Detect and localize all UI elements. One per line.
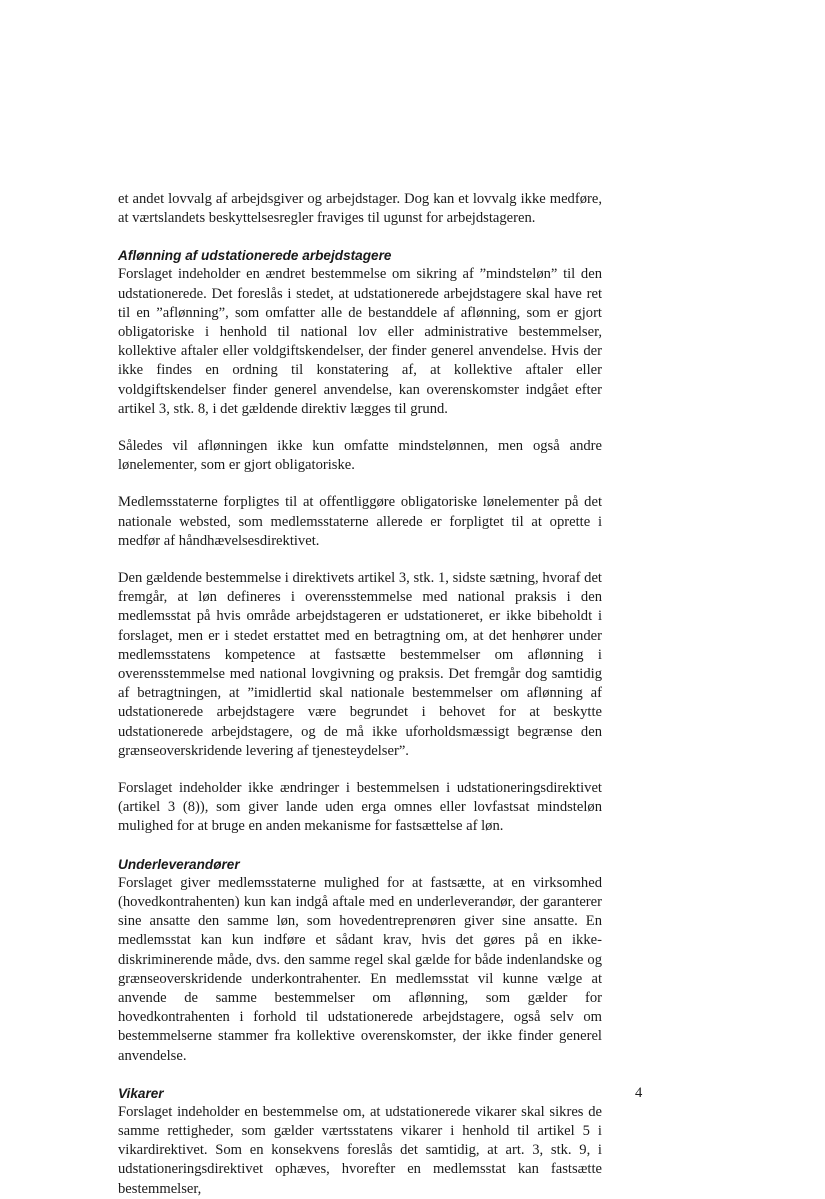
section-heading-aflonning: Aflønning af udstationerede arbejdstagere (118, 248, 392, 264)
page-number: 4 (635, 1085, 643, 1101)
paragraph-mindstelon: Således vil aflønningen ikke kun omfatte mindstelønnen, men også andre lønelementer, som er gjort obligatoriske. (118, 438, 602, 474)
paragraph-vikarer: Forslaget indeholder en bestemmelse om, at udstationerede vikarer skal sikres de samme rettigheder, som gælder værtsstatens vikarer i henhold til artikel 5 i vikardirektivet. Som en konsekvens foreslås det samtidig, at art. 3, stk. 9, i udstationeringsdirektivet ophæves, hvorefter en medlemsstat kan fastsætte bestemmelser, (118, 1103, 602, 1197)
paragraph-erga-omnes: Forslaget indeholder ikke ændringer i bestemmelsen i udstationeringsdirektivet (artikel 3 (8)), som giver lande uden erga omnes eller lovfastsat mindsteløn mulighed for at bruge en anden mekanisme for fastsættelse af løn. (118, 780, 602, 835)
section-heading-underleverandorer: Underleverandører (118, 856, 240, 872)
paragraph-underleverandorer: Forslaget giver medlemsstaterne mulighed for at fastsætte, at en virksomhed (hovedkontrahenten) kun kan indgå aftale med en underleverandør, der garanterer sine ansatte den samme løn, som hovedentreprenøren giver sine ansatte. En medlemsstat kan kun indføre et sådant krav, hvis det gøres på en ikke-diskriminerende måde, dvs. den samme regel skal gælde for både indenlandske og grænseoverskridende underkontrahenter. En medlemsstat vil kunne vælge at anvende de samme bestemmelser om aflønning, som gælder for hovedkontrahenten i forhold til udstationerede arbejdstagere, også selv om bestemmelserne stammer fra kollektive overenskomster, der ikke finder generel anvendelse. (118, 874, 602, 1064)
page-body (118, 190, 602, 1199)
paragraph-artikel-3: Den gældende bestemmelse i direktivets artikel 3, stk. 1, sidste sætning, hvoraf det fremgår, at løn defineres i overensstemmelse med national praksis i den medlemsstat på hvis område arbejdstageren er udstationeret, er ikke bibeholdt i forslaget, men er i stedet erstattet med en betragtning om, at det henhører under medlemsstatens kompetence at fastsætte bestemmelser om aflønning i overensstemmelse med national lovgivning og praksis. Det fremgår dog samtidig af betragtningen, at ”imidlertid skal nationale bestemmelser om aflønning af udstationerede arbejdstagere være begrundet i behovet for at beskytte udstationerede arbejdstagere, og de må ikke uforholdsmæssigt begrænse den grænseoverskridende levering af tjenesteydelser”. (118, 570, 602, 759)
paragraph-lovvalg: et andet lovvalg af arbejdsgiver og arbejdstager. Dog kan et lovvalg ikke medføre, at værtslandets beskyttelsesregler fraviges til ugunst for arbejdstageren. (118, 191, 602, 227)
paragraph-websted: Medlemsstaterne forpligtes til at offentliggøre obligatoriske lønelementer på det nationale websted, som medlemsstaterne allerede er forpligtet til at oprette i medfør af håndhævelsesdirektivet. (118, 494, 602, 549)
section-heading-vikarer: Vikarer (118, 1085, 164, 1101)
paragraph-aflonning: Forslaget indeholder en ændret bestemmelse om sikring af ”mindsteløn” til den udstationerede. Det foreslås i stedet, at udstationerede arbejdstagere skal have ret til en ”aflønning”, som omfatter alle de bestanddele af aflønning, som er gjort obligatoriske i henhold til national lov eller administrative bestemmelser, kollektive aftaler eller voldgiftskendelser, der finder generel anvendelse. Hvis der ikke findes en ordning til konstatering af, at kollektive aftaler eller voldgiftskendelser finder generel anvendelse, kan overenskomster indgået efter artikel 3, stk. 8, i det gældende direktiv lægges til grund. (118, 266, 602, 417)
